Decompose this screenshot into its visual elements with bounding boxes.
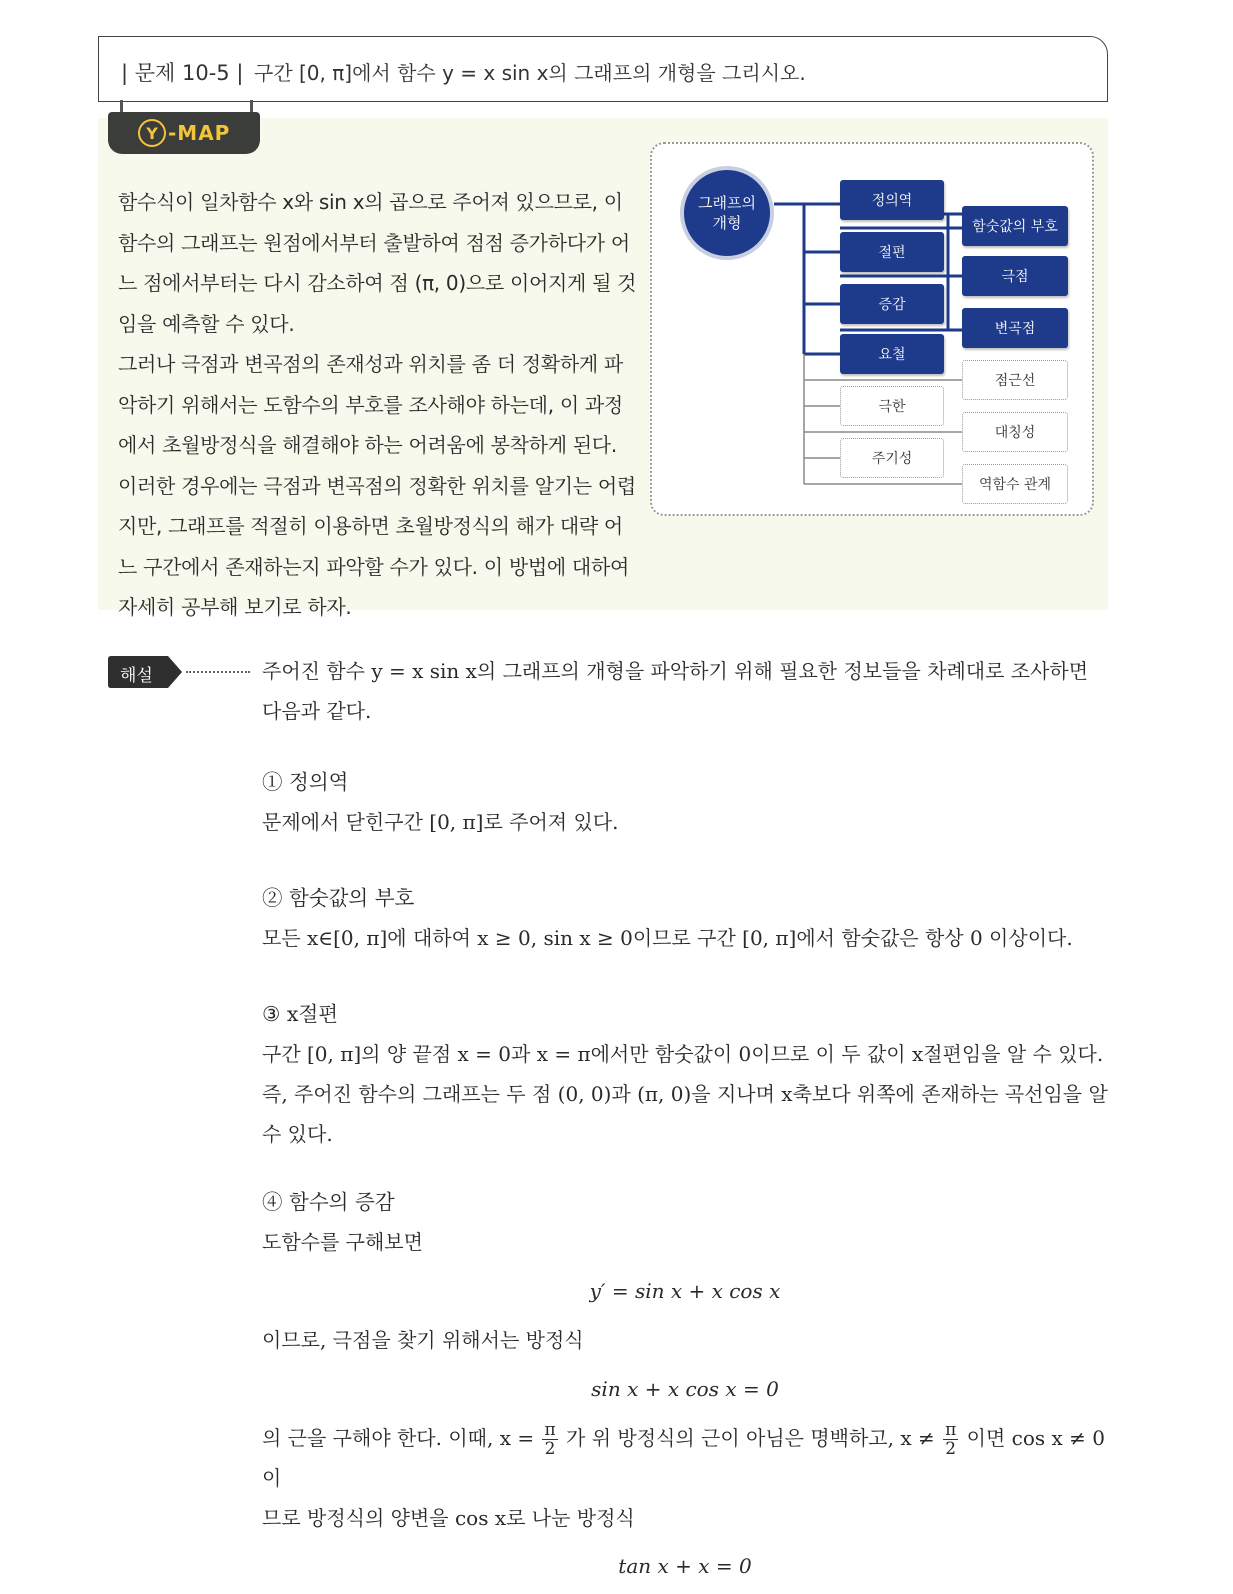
section-1-body: 문제에서 닫힌구간 [0, π]로 주어져 있다. bbox=[262, 810, 619, 834]
node-asymptote: 점근선 bbox=[962, 360, 1068, 400]
mindmap-root-node bbox=[680, 166, 774, 260]
section-domain bbox=[262, 762, 1108, 842]
intro-paragraph-2: 그러나 극점과 변곡점의 존재성과 위치를 좀 더 정확하게 파악하기 위해서는 도함수의 부호를 조사해야 하는데, 이 과정에서 초월방정식을 해결해야 하는 어려움에 봉착하게 된다. 이러한 경우에는 극점과 변곡점의 정확한 위치를 알기는 어렵지만, 그래프를 적절히 이용하면 초월방정식의 해가 대략 어느 구간에서 존재하는지 파악할 수가 있다. 이 방법에 대하여 자세히 공부해 보기로 하자. bbox=[118, 352, 636, 619]
section-4-line1: 도함수를 구해보면 bbox=[262, 1230, 423, 1254]
problem-label: | 문제 10-5 | bbox=[121, 61, 244, 85]
solution-intro-text: 주어진 함수 y = x sin x의 그래프의 개형을 파악하기 위해 필요한 정보들을 차례대로 조사하면 다음과 같다. bbox=[262, 659, 1089, 723]
section-4-title: ④ 함수의 증감 bbox=[262, 1190, 395, 1214]
line3-part-b: 가 위 방정식의 근이 아님은 명백하고, x ≠ bbox=[566, 1426, 935, 1450]
fraction-pi-over-2-a bbox=[542, 1421, 557, 1458]
solution-tag-label: 해설 bbox=[120, 666, 153, 686]
node-concavity: 요철 bbox=[840, 334, 944, 374]
line3-part-c: 이면 cos x ≠ 0이 bbox=[262, 1426, 1105, 1490]
intro-paragraph-1: 함수식이 일차함수 x와 sin x의 곱으로 주어져 있으므로, 이 함수의 그래프는 원점에서부터 출발하여 점점 증가하다가 어느 점에서부터는 다시 감소하여 점 (π, 0)으로 이어지게 될 것임을 예측할 수 있다. bbox=[118, 190, 637, 336]
ymap-tag-label: -MAP bbox=[168, 121, 231, 145]
section-4-line4: 므로 방정식의 양변을 cos x로 나눈 방정식 bbox=[262, 1506, 635, 1530]
section-monotonicity bbox=[262, 1182, 1108, 1594]
root-label-line1: 그래프의 bbox=[698, 194, 756, 212]
frac-num: π bbox=[544, 1420, 556, 1440]
section-4-line3 bbox=[262, 1418, 1108, 1498]
section-2-body: 모든 x∈[0, π]에 대하여 x ≥ 0, sin x ≥ 0이므로 구간 [0, π]에서 함숫값은 항상 0 이상이다. bbox=[262, 926, 1073, 950]
node-symmetry: 대칭성 bbox=[962, 412, 1068, 452]
root-label-line2: 개형 bbox=[712, 214, 742, 232]
frac-den: 2 bbox=[945, 1439, 957, 1459]
equation-derivative: y′ = sin x + x cos x bbox=[589, 1279, 781, 1303]
fraction-pi-over-2-b bbox=[943, 1421, 958, 1458]
ymap-tag bbox=[108, 112, 260, 154]
problem-statement: 구간 [0, π]에서 함수 y = x sin x의 그래프의 개형을 그리시오. bbox=[254, 61, 806, 85]
node-limit: 극한 bbox=[840, 386, 944, 426]
section-sign bbox=[262, 878, 1108, 958]
section-4-line2: 이므로, 극점을 찾기 위해서는 방정식 bbox=[262, 1328, 584, 1352]
ymap-intro-text bbox=[118, 182, 638, 628]
node-increase-decrease: 증감 bbox=[840, 284, 944, 324]
ymap-logo-icon: Y bbox=[138, 119, 166, 147]
solution-intro bbox=[262, 651, 1108, 731]
equation-tangent: tan x + x = 0 bbox=[618, 1554, 752, 1578]
equation-critical: sin x + x cos x = 0 bbox=[591, 1377, 779, 1401]
section-3-body: 구간 [0, π]의 양 끝점 x = 0과 x = π에서만 함숫값이 0이므로 이 두 값이 x절편임을 알 수 있다. 즉, 주어진 함수의 그래프는 두 점 (0, 0)과 (π, 0)을 지나며 x축보다 위쪽에 존재하는 곡선임을 알 수 있다. bbox=[262, 1042, 1108, 1146]
node-inverse-relation: 역함수 관계 bbox=[962, 464, 1068, 504]
node-sign-of-values: 함숫값의 부호 bbox=[962, 206, 1068, 246]
section-intercept bbox=[262, 994, 1108, 1154]
node-extrema: 극점 bbox=[962, 256, 1068, 296]
node-intercept: 절편 bbox=[840, 232, 944, 272]
section-1-title: ① 정의역 bbox=[262, 770, 349, 794]
section-3-title: ③ x절편 bbox=[262, 1002, 339, 1026]
node-domain: 정의역 bbox=[840, 180, 944, 220]
section-2-title: ② 함숫값의 부호 bbox=[262, 886, 415, 910]
solution-leader-dots bbox=[186, 671, 250, 673]
node-periodicity: 주기성 bbox=[840, 438, 944, 478]
node-inflection: 변곡점 bbox=[962, 308, 1068, 348]
problem-header-box bbox=[98, 36, 1108, 102]
line3-part-a: 의 근을 구해야 한다. 이때, x = bbox=[262, 1426, 535, 1450]
frac-num: π bbox=[945, 1420, 957, 1440]
solution-tag bbox=[108, 656, 182, 688]
frac-den: 2 bbox=[544, 1439, 556, 1459]
concept-mindmap bbox=[650, 142, 1094, 516]
